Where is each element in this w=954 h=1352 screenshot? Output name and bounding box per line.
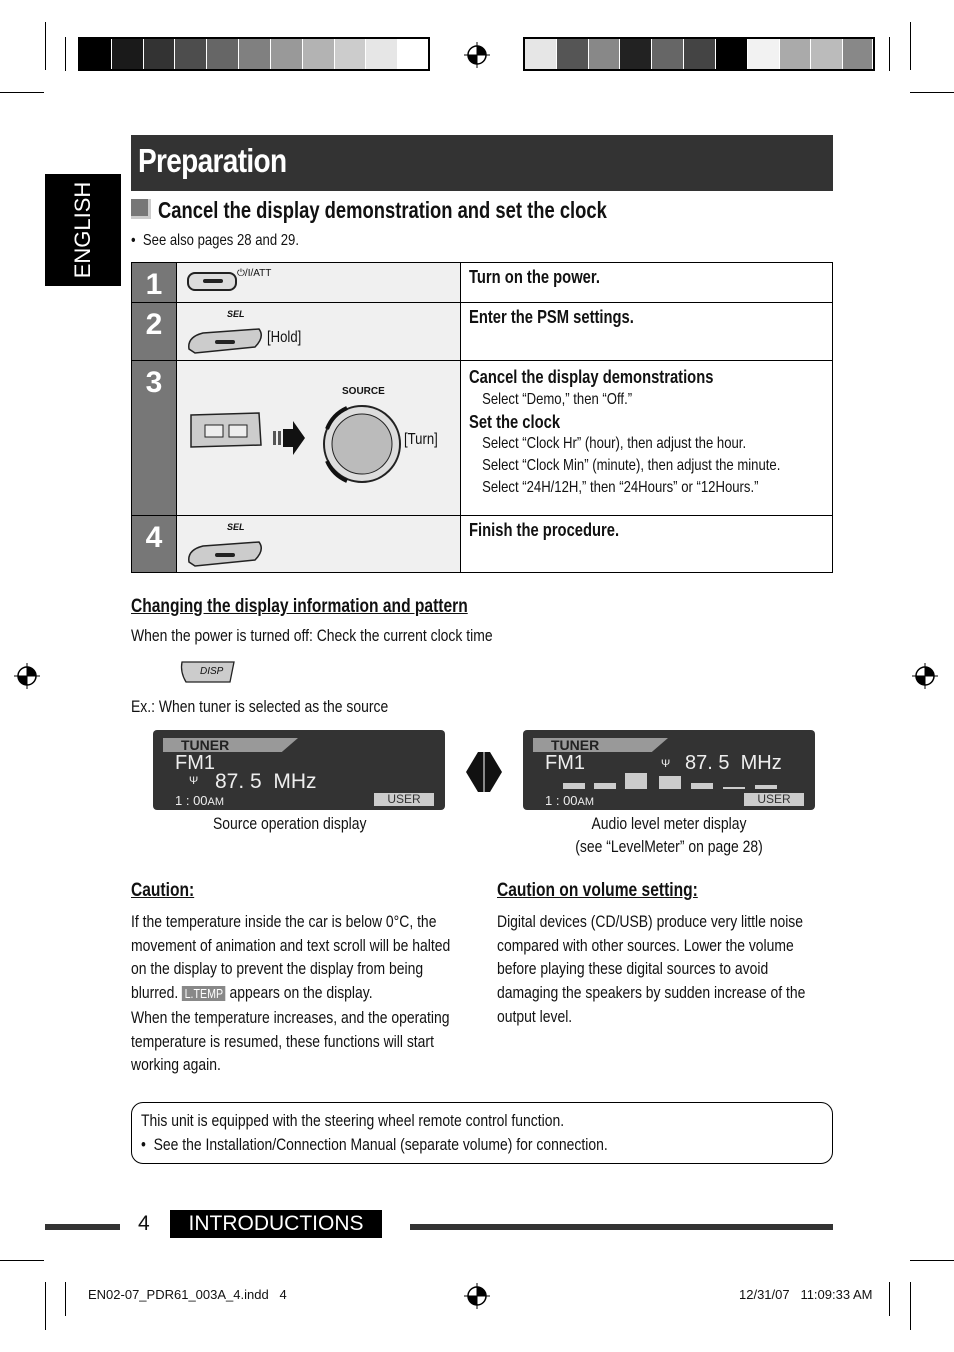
power-off-note: When the power is turned off: Check the current clock time [131, 626, 493, 645]
page-title: Preparation [138, 142, 287, 179]
crop-mark [889, 37, 890, 71]
step-instruction: Select “24H/12H,” then “24Hours” or “12Hours.” [482, 479, 759, 496]
antenna-icon: Ψ [189, 775, 199, 787]
caption-source: Source operation display [213, 814, 367, 833]
section-square-icon [131, 199, 151, 219]
sel-button[interactable] [185, 323, 265, 355]
step-row [132, 263, 832, 303]
section-tab: INTRODUCTIONS [170, 1210, 382, 1238]
frequency: 87. 5 MHz [215, 770, 317, 793]
step-instruction: Select “Clock Min” (minute), then adjust the minute. [482, 457, 781, 474]
frequency: 87. 5 MHz [685, 752, 782, 774]
step-figure [177, 516, 461, 572]
level-bar [755, 785, 777, 789]
registration-mark-icon [464, 1283, 490, 1309]
registration-mark-icon [912, 663, 938, 689]
crop-mark [45, 22, 46, 70]
level-bar [723, 787, 745, 789]
crop-mark [910, 1260, 954, 1261]
crop-mark [65, 1282, 66, 1316]
crop-mark [889, 1282, 890, 1316]
note-line: This unit is equipped with the steering wheel remote control function. [141, 1111, 565, 1130]
step-figure [177, 263, 461, 302]
sel-button[interactable] [185, 536, 265, 568]
footer-rule [410, 1224, 833, 1230]
language-label: ENGLISH [70, 181, 95, 279]
crop-mark [910, 92, 954, 93]
band-label: FM1 [175, 752, 215, 774]
level-bar [691, 783, 713, 789]
print-stamp: 12/31/07 11:09:33 AM [739, 1287, 873, 1302]
file-slug: EN02-07_PDR61_003A_4.indd 4 [88, 1287, 287, 1302]
mode-badge: USER [374, 793, 434, 806]
caution-text: If the temperature inside the car is below 0°C, the movement of animation and text scroll will be halted on the display to prevent the display from being blurred. L.TEMP appears on the display. When the temperature increases, and the operating temperature is resumed, these functions will start working again. [131, 912, 451, 1075]
step-title: Finish the procedure. [469, 520, 620, 540]
step-instruction: Select “Clock Hr” (hour), then adjust the hour. [482, 435, 747, 452]
disp-button-label: DISP [200, 666, 224, 677]
caution-volume-text: Digital devices (CD/USB) produce very little noise compared with other sources. Lower the volume before playing these digital sources to avoid damaging the speakers by sudden increase of the output level. [497, 912, 806, 1026]
step-number: 4 [132, 516, 177, 572]
step-row [132, 303, 832, 361]
double-arrow-icon [466, 752, 502, 792]
step-row [132, 361, 832, 516]
step-number: 1 [132, 263, 177, 302]
antenna-icon: Ψ [661, 758, 671, 770]
crop-mark [910, 1282, 911, 1330]
crop-mark [0, 92, 44, 93]
level-bar [659, 776, 681, 789]
clock-display: 1 : 00AM [175, 793, 225, 808]
registration-mark-icon [464, 42, 490, 68]
level-bar [563, 783, 585, 789]
step-title: Turn on the power. [469, 267, 600, 287]
level-bar [625, 773, 647, 789]
page-number: 4 [138, 1212, 150, 1235]
color-bar-right [523, 37, 875, 71]
footer-rule [45, 1224, 120, 1230]
source-label: SOURCE [342, 386, 385, 397]
band-label: FM1 [545, 752, 585, 774]
crop-mark [65, 37, 66, 71]
see-also-note: • See also pages 28 and 29. [131, 232, 299, 249]
crop-mark [910, 22, 911, 70]
registration-mark-icon [14, 663, 40, 689]
mode-badge: USER [744, 793, 804, 806]
step-number: 3 [132, 361, 177, 515]
ltemp-badge: L.TEMP [182, 986, 225, 1001]
steps-table [131, 262, 833, 573]
caution-heading: Caution: [131, 880, 195, 901]
tuner-tag: TUNER [551, 737, 600, 753]
page-title-bar [131, 135, 833, 191]
step-title: Cancel the display demonstrations [469, 367, 714, 387]
clock-display: 1 : 00AM [545, 793, 595, 808]
section-heading: Cancel the display demonstration and set the clock [158, 197, 607, 223]
lcd-source-display [153, 730, 445, 810]
display-info-heading: Changing the display information and pattern [131, 596, 468, 617]
color-bar-left [78, 37, 430, 71]
lcd-level-display [523, 730, 815, 810]
step-number: 2 [132, 303, 177, 360]
crop-mark [45, 1282, 46, 1330]
control-panel-icon [185, 407, 265, 457]
step-subtitle: Set the clock [469, 412, 561, 432]
example-note: Ex.: When tuner is selected as the source [131, 697, 389, 716]
sel-label: SEL [227, 309, 245, 319]
caption-level: Audio level meter display (see “LevelMeter” on page 28) [575, 814, 763, 856]
turn-label: [Turn] [404, 431, 438, 448]
source-knob[interactable] [317, 399, 407, 489]
arrow-right-icon [271, 419, 307, 457]
step-instruction: Select “Demo,” then “Off.” [482, 391, 633, 408]
level-bar [594, 783, 616, 789]
tuner-tag: TUNER [181, 737, 230, 753]
step-figure [177, 361, 461, 515]
step-row [132, 516, 832, 572]
caution-volume-heading: Caution on volume setting: [497, 880, 698, 901]
sel-label: SEL [227, 522, 245, 532]
power-button-label: ⏻/I/ATT [237, 268, 272, 279]
step-title: Enter the PSM settings. [469, 307, 634, 327]
step-figure [177, 303, 461, 360]
power-button[interactable] [187, 272, 237, 291]
crop-mark [0, 1260, 44, 1261]
hold-label: [Hold] [267, 329, 302, 346]
note-bullet: • See the Installation/Connection Manual (separate volume) for connection. [141, 1135, 608, 1154]
language-tab [45, 174, 121, 286]
note-box [131, 1102, 833, 1164]
